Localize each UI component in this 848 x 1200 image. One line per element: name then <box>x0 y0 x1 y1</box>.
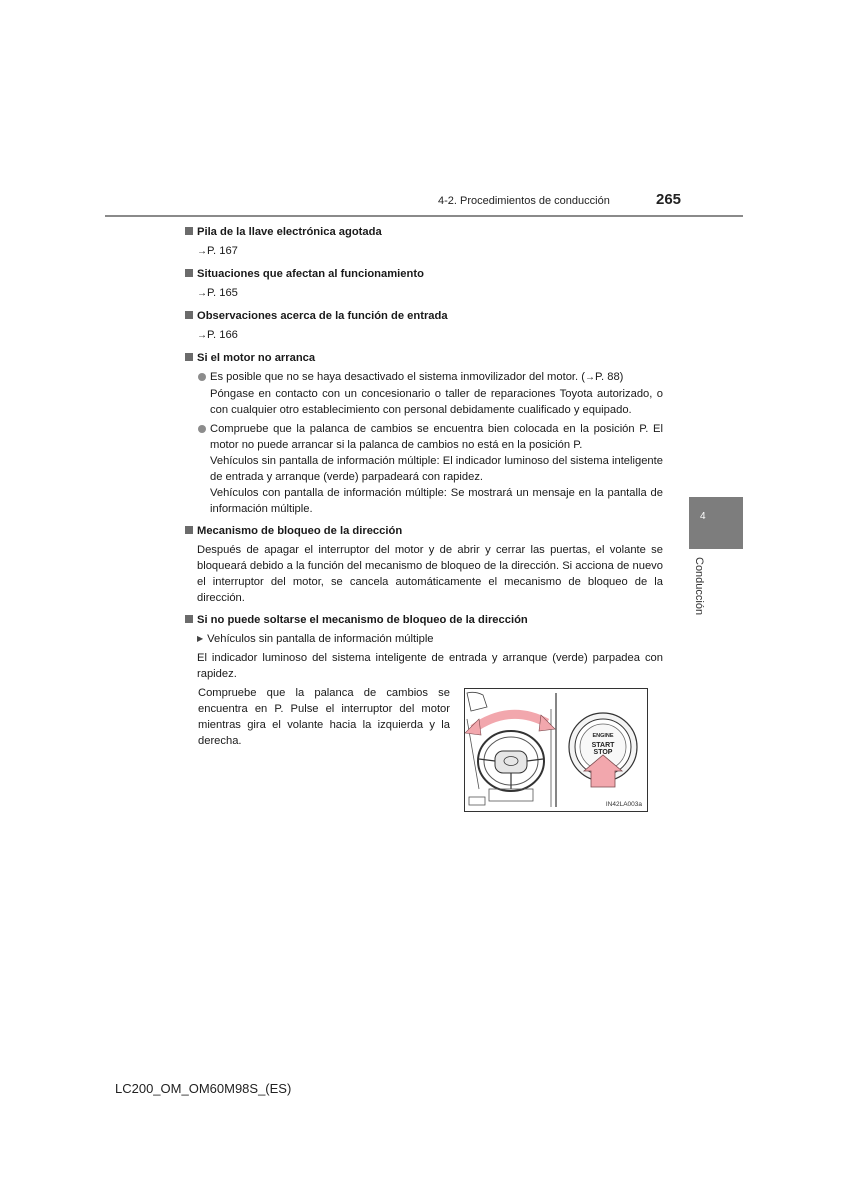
arrow-right-icon: → <box>197 288 207 299</box>
engine-start-stop-label: ENGINE START STOP <box>591 733 615 756</box>
chapter-number: 4 <box>700 511 706 522</box>
section-title-steering-unlock: Si no puede soltarse el mecanismo de bloqueo de la dirección <box>185 612 663 628</box>
section-title-battery: Pila de la llave electrónica agotada <box>185 224 663 240</box>
arrow-right-icon: → <box>197 246 207 257</box>
header-section-title: 4-2. Procedimientos de conducción <box>438 195 610 207</box>
steering-unlock-text: El indicador luminoso del sistema inteligente de entrada y arranque (verde) parpadea con rapidez. <box>197 652 663 680</box>
round-bullet-icon <box>198 373 206 381</box>
document-id: LC200_OM_OM60M98S_(ES) <box>115 1081 292 1096</box>
page-reference: →P. 167 <box>197 245 238 257</box>
triangle-bullet-icon: ▶ <box>197 634 204 643</box>
header-divider <box>105 215 743 217</box>
square-bullet-icon <box>185 353 193 361</box>
chapter-tab <box>689 497 743 549</box>
section-title-entry-notes: Observaciones acerca de la función de entrada <box>185 308 663 324</box>
round-bullet-icon <box>198 425 206 433</box>
square-bullet-icon <box>185 269 193 277</box>
square-bullet-icon <box>185 227 193 235</box>
bullet-item: Es posible que no se haya desactivado el sistema inmovilizador del motor. (→P. 88) Póngase en contacto con un concesionario o taller de reparaciones Toyota autorizado, o con cualquier otro establecimiento con personal debidamente cualificado y equipado. <box>185 369 663 418</box>
main-content <box>185 224 663 682</box>
arrow-right-icon: → <box>197 330 207 341</box>
section-title-steering-lock: Mecanismo de bloqueo de la dirección <box>185 523 663 539</box>
bullet-item: Compruebe que la palanca de cambios se encuentra bien colocada en la posición P. El motor no puede arrancar si la palanca de cambios no está en la posición P. Vehículos sin pantalla de información múltiple: El indicador luminoso del sistema inteligente de entrada y arranque (verde) parpadeará con rapidez. Vehículos con pantalla de información múltiple: Se mostrará un mensaje en la pantalla de información múltiple. <box>185 421 663 517</box>
page-reference: →P. 166 <box>197 329 238 341</box>
figure-instruction-text: Compruebe que la palanca de cambios se encuentra en P. Pulse el interruptor del motor mientras gira el volante hacia la izquierda y la derecha. <box>198 687 450 747</box>
section-title-conditions: Situaciones que afectan al funcionamiento <box>185 266 663 282</box>
steering-illustration <box>464 688 648 812</box>
figure-code: IN42LA003a <box>605 801 642 808</box>
square-bullet-icon <box>185 311 193 319</box>
square-bullet-icon <box>185 526 193 534</box>
chapter-label: Conducción <box>693 557 705 616</box>
arrow-right-icon: → <box>584 372 595 383</box>
section-title-engine-no-start: Si el motor no arranca <box>185 350 663 366</box>
page-reference: →P. 165 <box>197 287 238 299</box>
vehicle-variant-label: ▶ Vehículos sin pantalla de información múltiple <box>197 633 434 645</box>
square-bullet-icon <box>185 615 193 623</box>
steering-lock-text: Después de apagar el interruptor del motor y de abrir y cerrar las puertas, el volante se bloqueará debido a la función del mecanismo de bloqueo de la dirección. Si acciona de nuevo el interruptor del motor, se cancela automáticamente el mecanismo de bloqueo de la dirección. <box>197 544 663 604</box>
page-number: 265 <box>656 191 682 208</box>
